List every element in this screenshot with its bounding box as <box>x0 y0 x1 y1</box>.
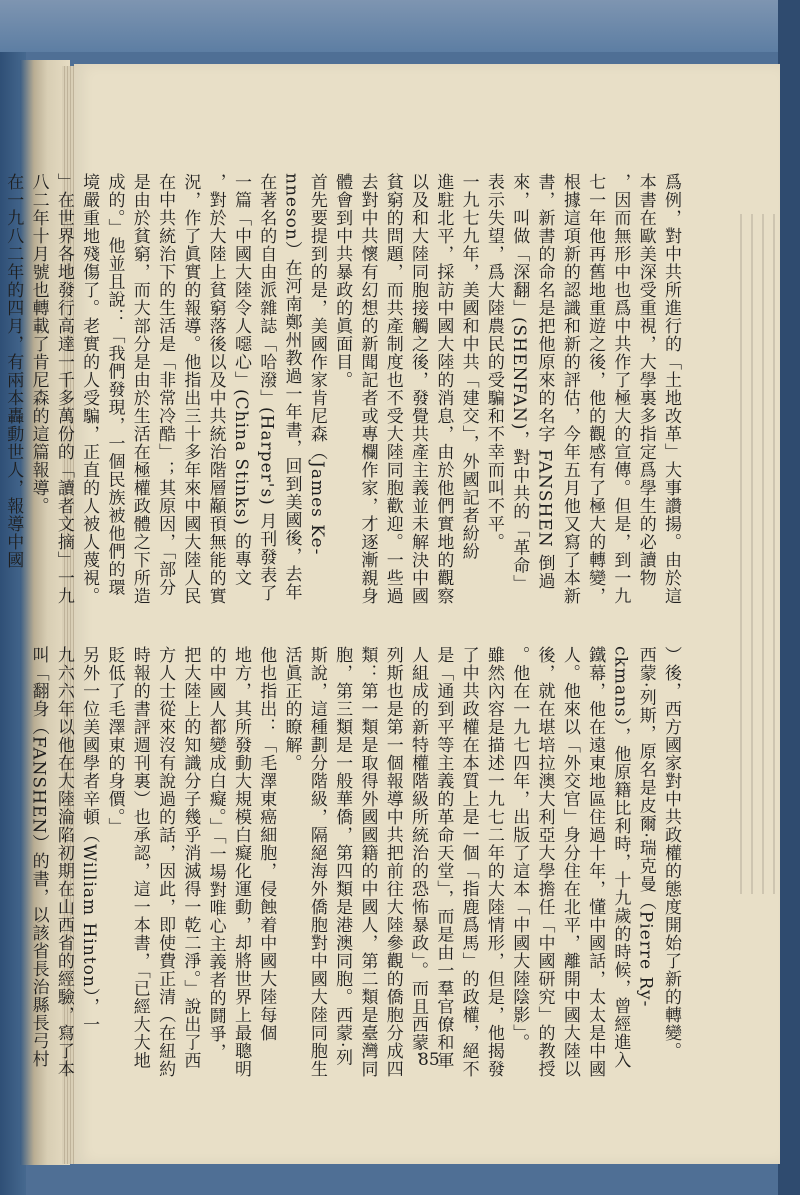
text-line: 首先要提到的是，美國作家肯尼森（James Ke- <box>306 173 327 556</box>
text-line: 爲例，對中共所進行的「土地改革」大事讚揚。由於這 <box>661 173 681 605</box>
text-line: 來，叫做「深翻」(SHENFAN)，對中共的「革命」 <box>509 173 530 593</box>
text-line: 人組成的新特權階級所統治的恐怖暴政」。而且西蒙· <box>408 646 429 1058</box>
text-line: 後，就在堪培拉澳大利亞大學擔任「中國研究」的教授 <box>534 646 555 1078</box>
text-line: 方人士從來沒有說過的話，因此，即使費正清（在紐約 <box>155 646 176 1078</box>
text-line: 在著名的自由派雜誌「哈潑」(Harper's) 月刊發表了 <box>256 173 277 603</box>
text-line: 斯說，這種劃分階級，隔絕海外僑胞對中國大陸同胞生 <box>306 646 327 1078</box>
text-line: 本書在歐美深受重視，大學裏多指定爲學生的必讀物 <box>635 173 656 587</box>
page-number: 85 <box>418 1050 440 1070</box>
text-line: 地方，其所發動大規模白癡化運動，却將世界上最聰明 <box>230 646 251 1078</box>
text-line: 胞，第三類是一般華僑，第四類是港澳同胞。西蒙·列 <box>332 646 353 1067</box>
text-line: 書，新書的命名是把他原來的名字 FANSHEN 倒過 <box>534 173 555 591</box>
text-line: 以及和大陸同胞接觸之後，發覺共產主義並未解決中國 <box>408 173 429 605</box>
text-line: 時報的書評週刊裏）也承認，這一本書，「已經大大地 <box>129 646 150 1070</box>
text-line: 成的。」他並且說：「我們發現，一個民族被他們的環 <box>104 173 125 597</box>
text-line: 雖然內容是描述一九七二年的大陸情形，但是，他揭發 <box>483 646 504 1078</box>
text-line: 在中共統治下的生活是「非常冷酷」；其原因，「部分 <box>155 173 176 597</box>
bleed-through-text <box>740 214 776 894</box>
text-line: 一九七九年，美國和中共「建交」，外國記者紛紛 <box>458 173 479 561</box>
text-line: 況，作了眞實的報導。他指出三十多年來中國大陸人民 <box>180 173 201 605</box>
text-line: 列斯也是第一個報導中共把前往大陸參觀的僑胞分成四 <box>382 646 403 1078</box>
text-line: ，對於大陸上貧窮落後以及中共統治階層顢頇無能的實 <box>205 173 226 605</box>
text-line: 。他在一九七四年，出版了這本「中國大陸陰影」。 <box>509 646 530 1052</box>
book-cover-right <box>778 0 800 1195</box>
text-line: 七一年他再舊地重遊之後，他的觀感有了極大的轉變， <box>585 173 606 605</box>
text-line: 境嚴重地殘傷了。老實的人受騙，正直的人被人蔑視。 <box>79 173 100 605</box>
text-line: 人。他來以「外交官」身分住在北平，離開中國大陸以 <box>559 646 580 1078</box>
text-line: 八二年十月號也轉載了肯尼森的這篇報導。 <box>28 173 49 515</box>
text-line: 貶低了毛澤東的身價。」 <box>104 646 125 836</box>
text-line: ，因而無形中也爲中共作了極大的宣傳。但是，到一九 <box>610 173 631 605</box>
text-line: 在一九八二年的四月，有兩本轟動世人，報導中國 <box>3 173 24 569</box>
book-cover-top <box>0 0 800 52</box>
lower-text-columns <box>28 646 683 1086</box>
text-line: 是「通到平等主義的革命天堂」，而是由一羣官僚和軍 <box>433 646 454 1070</box>
text-line: 根據這項新的認識和新的評估，今年五月他又寫了本新 <box>559 173 580 605</box>
text-line: 九六六年以他在大陸淪陷初期在山西省的經驗，寫了本 <box>53 646 74 1078</box>
text-line: 了中共政權在本質上是一個「指鹿爲馬」的政權，絕不 <box>458 646 479 1078</box>
text-line: 叫「翻身（FANSHEN）的書，以該省長治縣長弓村 <box>28 646 49 1069</box>
text-line: 」在世界各地發行高達一千多萬份的「讀者文摘」一九 <box>53 173 74 605</box>
text-line: 是由於貧窮，而大部分是由於生活在極權政體之下所造 <box>129 173 150 605</box>
text-line: ckmans），他原籍比利時，十九歲的時候，曾經進入 <box>610 646 631 1070</box>
text-line: 的中國人都變成白癡。」「一場對唯心主義者的鬪爭， <box>205 646 226 1061</box>
text-line: 去對中共懷有幻想的新聞記者或專欄作家，才逐漸親身 <box>357 173 378 605</box>
text-line: 西蒙·列斯，原名是皮爾·瑞克曼（Pierre Ry- <box>635 646 656 1008</box>
text-line: 活眞正的瞭解。 <box>281 646 302 772</box>
text-line: 另外一位美國學者辛頓（William Hinton），一 <box>79 646 100 1034</box>
text-line: ）後，西方國家對中共政權的態度開始了新的轉變。 <box>661 646 681 1060</box>
text-line: 他也指出：「毛澤東癌細胞，侵蝕着中國大陸每個 <box>256 646 277 1042</box>
text-line: 一篇「中國大陸令人噁心」(China Stinks) 的專文 <box>230 173 251 587</box>
text-line: 鐵幕，他在遠東地區住過十年，懂中國話，太太是中國 <box>585 646 606 1078</box>
text-line: 貧窮的問題，而共產制度也不受大陸同胞歡迎。一些過 <box>382 173 403 605</box>
text-line: 把大陸上的知識分子幾乎消滅得一乾二淨。」說出了西 <box>180 646 201 1070</box>
text-line: 體會到中共暴政的眞面目。 <box>332 173 353 389</box>
text-line: 進駐北平，採訪中國大陸的消息，由於他們實地的觀察 <box>433 173 454 605</box>
text-line: nneson）在河南鄭州教過一年書，回到美國後，去年 <box>281 173 302 601</box>
text-line: 表示失望，爲大陸農民的受騙和不幸而叫不平。 <box>483 173 504 551</box>
text-line: 類：第一類是取得外國國籍的中國人，第二類是臺灣同 <box>357 646 378 1078</box>
upper-text-columns <box>3 173 683 625</box>
